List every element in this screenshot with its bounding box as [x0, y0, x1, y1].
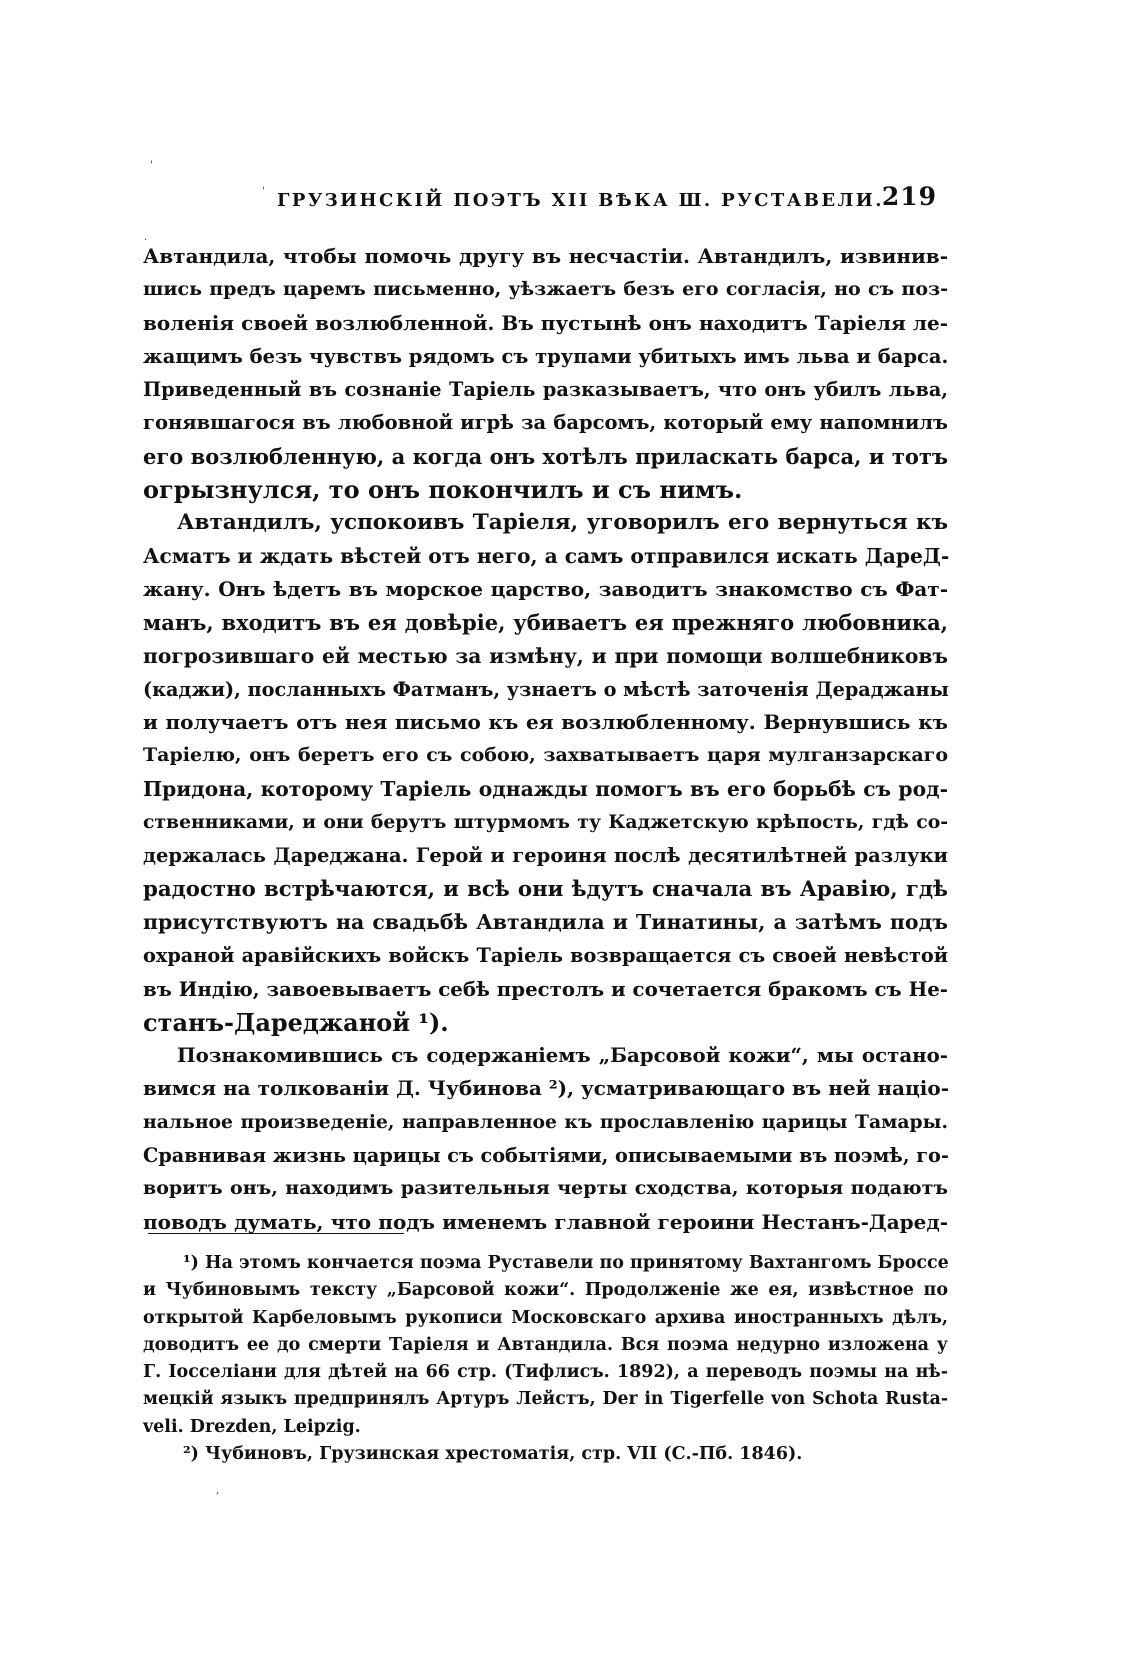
- text-line: присутствуютъ на свадьбѣ Автандила и Тинатины, а затѣмъ подъ: [143, 909, 948, 934]
- text-line: (каджи), посланныхъ Фатманъ, узнаетъ о мѣстѣ заточенія Дераджаны: [143, 677, 949, 701]
- text-line: станъ-Дареджаной ¹).: [143, 1007, 449, 1037]
- text-line: Асматъ и ждать вѣстей отъ него, а самъ отправился искать ДареД-: [143, 543, 950, 568]
- text-line: Познакомившись съ содержаніемъ „Барсовой кожи“, мы остано-: [177, 1043, 948, 1068]
- text-line: Сравнивая жизнь царицы съ событіями, описываемыми въ поэмѣ, го-: [143, 1144, 949, 1168]
- footnote-line: открытой Карбеловымъ рукописи Московскаго архива иностранныхъ дѣлъ,: [143, 1307, 948, 1328]
- footnote-separator: [148, 1233, 404, 1234]
- text-line: въ Индію, завоевываетъ себѣ престолъ и сочетается бракомъ съ Не-: [143, 976, 948, 1001]
- text-line: жащимъ безъ чувствъ рядомъ съ трупами убитыхъ имъ льва и барса.: [143, 344, 949, 368]
- text-line: погрозившаго ей местью за измѣну, и при помощи волшебниковъ: [143, 643, 948, 668]
- ink-speck: .: [144, 232, 148, 243]
- text-line: жану. Онъ ѣдетъ въ морское царство, заводитъ знакомство съ Фат-: [143, 576, 948, 601]
- text-line: и получаетъ отъ нея письмо къ ея возлюбленному. Вернувшись къ: [143, 710, 948, 735]
- footnote-line: Г. Іосселіани для дѣтей на 66 стр. (Тифлисъ. 1892), а переводъ поэмы на нѣ-: [143, 1362, 948, 1383]
- text-line: воленія своей возлюбленной. Въ пустынѣ онъ находитъ Таріеля ле-: [143, 310, 948, 335]
- text-line: держалась Дареджана. Герой и героиня послѣ десятилѣтней разлуки: [143, 844, 948, 868]
- text-line: радостно встрѣчаются, и всѣ они ѣдутъ сначала въ Аравію, гдѣ: [143, 876, 948, 902]
- text-line: Автандила, чтобы помочь другу въ несчастіи. Автандилъ, извинив-: [143, 244, 948, 268]
- text-line: воритъ онъ, находимъ разительныя черты сходства, которыя подаютъ: [143, 1177, 948, 1200]
- footnote-line: ¹) На этомъ кончается поэма Руставели по принятому Вахтангомъ Броссе: [183, 1253, 949, 1273]
- text-line: нальное произведеніе, направленное къ прославленію царицы Тамары.: [143, 1110, 948, 1133]
- text-line: вимся на толкованіи Д. Чубинова ²), усматривающаго въ ней націо-: [143, 1076, 949, 1101]
- text-line: гонявшагося въ любовной игрѣ за барсомъ, который ему напомнилъ: [143, 411, 948, 435]
- footnote-line: и Чубиновымъ тексту „Барсовой кожи“. Продолженіе же ея, извѣстное по: [143, 1280, 948, 1301]
- running-title: ГРУЗИНСКІЙ ПОЭТЪ XII ВѢКА Ш. РУСТАВЕЛИ.: [277, 190, 884, 211]
- ink-speck: ,: [216, 1485, 220, 1496]
- ink-speck: ': [150, 160, 153, 171]
- text-line: Автандилъ, успокоивъ Таріеля, уговорилъ его вернуться къ: [177, 510, 948, 536]
- footnote-line: мецкій языкъ предпринялъ Артуръ Лейстъ, Der in Tigerfelle von Schota Rusta-: [143, 1389, 948, 1410]
- text-line: Таріелю, онъ беретъ его съ собою, захватываетъ царя мулганзарскаго: [143, 744, 948, 767]
- text-line: Придона, которому Таріель однажды помогъ въ его борьбѣ съ род-: [143, 776, 948, 801]
- text-line: шись предъ царемъ письменно, уѣзжаетъ безъ его согласія, но съ поз-: [143, 278, 948, 301]
- text-line: его возлюбленную, а когда онъ хотѣлъ приласкать барса, и тотъ: [143, 443, 948, 469]
- text-line: ственниками, и они берутъ штурмомъ ту Каджетскую крѣпость, гдѣ со-: [143, 811, 948, 834]
- page-number: 219: [881, 182, 937, 211]
- text-line: охраной аравійскихъ войскъ Таріель возвращается съ своей невѣстой: [143, 944, 948, 968]
- text-line: Приведенный въ сознаніе Таріель разказываетъ, что онъ убилъ льва,: [143, 378, 948, 402]
- ink-speck: ': [262, 186, 265, 197]
- body-text: [143, 240, 948, 1239]
- running-header: [155, 182, 945, 218]
- footnote-line: доводитъ ее до смерти Таріеля и Автандила. Вся поэма недурно изложена у: [143, 1334, 948, 1355]
- footnotes: [143, 1250, 948, 1468]
- text-line: огрызнулся, то онъ покончилъ и съ нимъ.: [143, 475, 743, 505]
- text-line: манъ, входитъ въ ея довѣріе, убиваетъ ея прежняго любовника,: [143, 610, 948, 636]
- footnote-line: ²) Чубиновъ, Грузинская хрестоматія, стр. VII (С.-Пб. 1846).: [183, 1444, 803, 1465]
- text-line: поводъ думать, что подъ именемъ главной героини Нестанъ-Даред-: [143, 1209, 948, 1234]
- footnote-line: veli. Drezden, Leipzig.: [143, 1416, 361, 1437]
